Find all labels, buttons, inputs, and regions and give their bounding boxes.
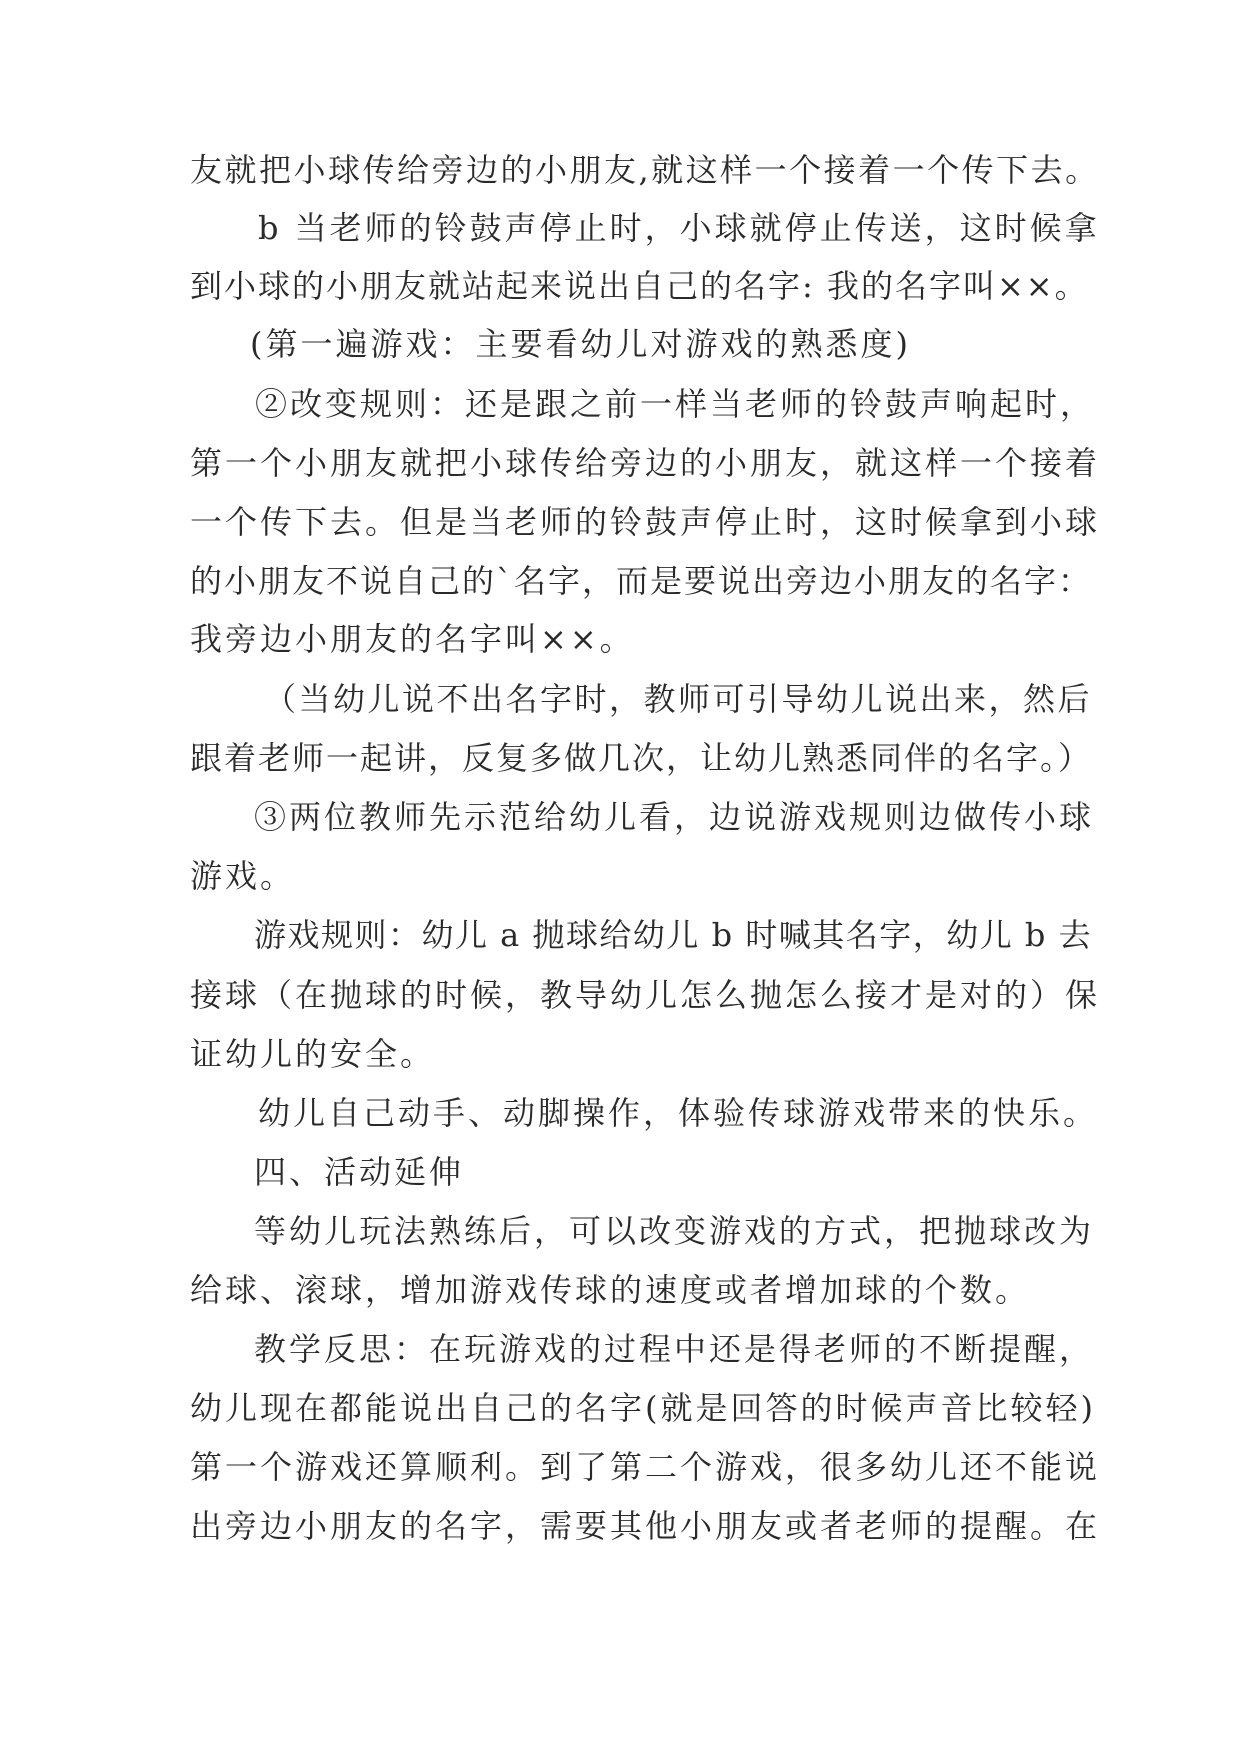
text-line: ③两位教师先示范给幼儿看，边说游戏规则边做传小球 [254, 798, 1095, 836]
text-line: 第一个小朋友就把小球传给旁边的小朋友，就这样一个接着 [190, 444, 1101, 482]
text-line: 教学反思：在玩游戏的过程中还是得老师的不断提醒， [254, 1330, 1095, 1368]
text-line: （当幼儿说不出名字时，教师可引导幼儿说出来，然后 [264, 680, 1093, 718]
text-line: 我旁边小朋友的名字叫××。 [190, 620, 635, 658]
text-line: 幼儿自己动手、动脚操作，体验传球游戏带来的快乐。 [258, 1094, 1099, 1132]
text-line: 给球、滚球，增加游戏传球的速度或者增加球的个数。 [190, 1271, 1031, 1309]
text-line: 跟着老师一起讲，反复多做几次，让幼儿熟悉同伴的名字。） [190, 739, 1093, 777]
section-heading: 四、活动延伸 [254, 1153, 465, 1191]
text-line: 出旁边小朋友的名字，需要其他小朋友或者老师的提醒。在 [190, 1507, 1101, 1545]
text-line: 友就把小球传给旁边的小朋友,就这样一个接着一个传下去。 [190, 151, 1100, 189]
text-line: 游戏。 [190, 857, 296, 895]
text-line: 的小朋友不说自己的`名字，而是要说出旁边小朋友的名字： [190, 562, 1093, 600]
text-line: 一个传下去。但是当老师的铃鼓声停止时，这时候拿到小球 [190, 503, 1101, 541]
text-line: 证幼儿的安全。 [190, 1035, 436, 1073]
text-line: 游戏规则：幼儿 a 抛球给幼儿 b 时喊其名字，幼儿 b 去 [254, 916, 1093, 954]
text-line: ②改变规则：还是跟之前一样当老师的铃鼓声响起时， [255, 385, 1096, 423]
text-line: 接球（在抛球的时候，教导幼儿怎么抛怎么接才是对的）保 [190, 976, 1101, 1014]
text-line: 等幼儿玩法熟练后，可以改变游戏的方式，把抛球改为 [254, 1212, 1095, 1250]
text-line: 幼儿现在都能说出自己的名字(就是回答的时候声音比较轻) [190, 1389, 1096, 1427]
text-line: (第一遍游戏：主要看幼儿对游戏的熟悉度) [250, 325, 911, 363]
text-line: b 当老师的铃鼓声停止时，小球就停止传送，这时候拿 [258, 209, 1100, 247]
text-line: 第一个游戏还算顺利。到了第二个游戏，很多幼儿还不能说 [190, 1448, 1101, 1486]
text-line: 到小球的小朋友就站起来说出自己的名字: 我的名字叫××。 [190, 267, 1089, 305]
